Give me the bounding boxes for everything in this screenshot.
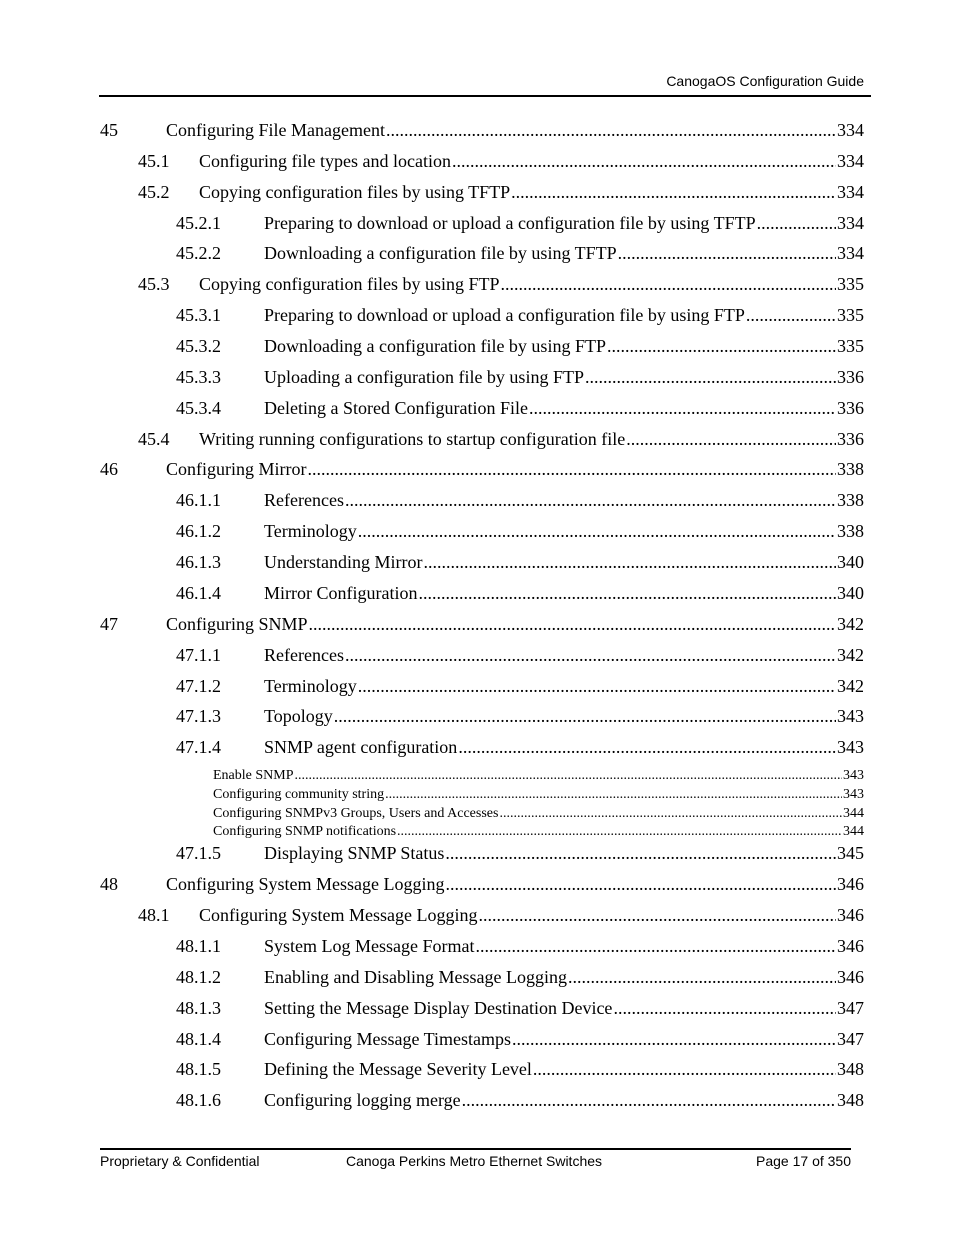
toc-entry-title: Configuring File Management: [166, 120, 385, 140]
toc-entry-title: Topology: [264, 706, 333, 726]
toc-entry-page: 346: [837, 936, 864, 956]
toc-entry-page: 342: [837, 645, 864, 665]
toc-entry-title: Configuring System Message Logging: [166, 874, 445, 894]
toc-entry-page: 344: [843, 824, 864, 839]
toc-entry[interactable]: [176, 551, 864, 573]
toc-entry-title: Mirror Configuration: [264, 583, 418, 603]
toc-entry-page: 334: [837, 243, 864, 263]
toc-dot-leader: [445, 873, 836, 895]
toc-entry-title: Configuring SNMP: [166, 614, 308, 634]
footer-rule: [100, 1148, 851, 1150]
toc-entry-number: 45.3.2: [176, 336, 221, 356]
toc-dot-leader: [613, 997, 836, 1019]
toc-entry[interactable]: [176, 736, 864, 758]
toc-entry-number: 45.3.4: [176, 398, 221, 418]
toc-dot-leader: [529, 397, 836, 419]
toc-entry[interactable]: [100, 458, 864, 480]
toc-entry-title: Uploading a configuration file by using FTP: [264, 367, 584, 387]
toc-entry[interactable]: [138, 904, 864, 926]
toc-entry-page: 338: [837, 490, 864, 510]
toc-dot-leader: [418, 582, 836, 604]
toc-entry-page: 334: [837, 151, 864, 171]
toc-dot-leader: [746, 304, 836, 326]
toc-entry[interactable]: [138, 181, 864, 203]
toc-entry[interactable]: [176, 966, 864, 988]
toc-dot-leader: [757, 212, 836, 234]
toc-entry-number: 45.3: [138, 274, 170, 294]
toc-entry-page: 348: [837, 1090, 864, 1110]
toc-dot-leader: [423, 551, 836, 573]
toc-entry[interactable]: [213, 806, 864, 822]
toc-entry[interactable]: [176, 935, 864, 957]
toc-entry-title: Enabling and Disabling Message Logging: [264, 967, 567, 987]
toc-dot-leader: [585, 366, 836, 388]
toc-entry-title: Configuring System Message Logging: [199, 905, 478, 925]
footer-left: Proprietary & Confidential: [100, 1153, 260, 1169]
toc-dot-leader: [618, 242, 836, 264]
toc-entry[interactable]: [176, 675, 864, 697]
toc-entry-number: 47: [100, 614, 118, 634]
toc-entry[interactable]: [176, 366, 864, 388]
toc-entry-page: 338: [837, 521, 864, 541]
toc-entry-page: 340: [837, 552, 864, 572]
toc-entry-title: Writing running configurations to startup configuration file: [199, 429, 626, 449]
toc-entry-title: Configuring file types and location: [199, 151, 451, 171]
toc-entry-title: References: [264, 645, 344, 665]
toc-entry-page: 344: [843, 806, 864, 821]
footer-right: Page 17 of 350: [756, 1153, 851, 1169]
toc-entry-title: Understanding Mirror: [264, 552, 423, 572]
toc-dot-leader: [397, 824, 842, 840]
toc-entry[interactable]: [176, 644, 864, 666]
footer-center: Canoga Perkins Metro Ethernet Switches: [346, 1153, 603, 1169]
toc-dot-leader: [345, 644, 836, 666]
toc-entry-page: 342: [837, 614, 864, 634]
toc-entry-title: Copying configuration files by using FTP: [199, 274, 500, 294]
toc-entry-number: 47.1.3: [176, 706, 221, 726]
toc-dot-leader: [358, 675, 836, 697]
toc-entry[interactable]: [100, 873, 864, 895]
toc-entry-number: 48.1.5: [176, 1059, 221, 1079]
toc-entry-page: 340: [837, 583, 864, 603]
toc-entry-number: 48.1.2: [176, 967, 221, 987]
toc-dot-leader: [445, 842, 836, 864]
toc-entry-number: 48.1.4: [176, 1029, 221, 1049]
toc-entry-title: Configuring Message Timestamps: [264, 1029, 512, 1049]
toc-entry-number: 45.3.1: [176, 305, 221, 325]
toc-entry[interactable]: [213, 787, 864, 803]
toc-entry-number: 45.2.2: [176, 243, 221, 263]
toc-entry-page: 335: [837, 336, 864, 356]
toc-entry-page: 335: [837, 274, 864, 294]
toc-entry-number: 45.2.1: [176, 213, 221, 233]
toc-entry-title: Deleting a Stored Configuration File: [264, 398, 528, 418]
toc-entry[interactable]: [176, 397, 864, 419]
toc-dot-leader: [501, 273, 837, 295]
toc-entry[interactable]: [176, 520, 864, 542]
toc-entry[interactable]: [176, 1058, 864, 1080]
page-header-title: CanogaOS Configuration Guide: [666, 73, 864, 89]
toc-entry-page: 336: [837, 398, 864, 418]
toc-entry-title: References: [264, 490, 344, 510]
toc-entry[interactable]: [176, 582, 864, 604]
toc-entry-page: 342: [837, 676, 864, 696]
toc-entry-number: 48.1: [138, 905, 170, 925]
toc-entry[interactable]: [176, 489, 864, 511]
toc-entry-title: Copying configuration files by using TFTP: [199, 182, 511, 202]
toc-entry-number: 46.1.3: [176, 552, 221, 572]
toc-dot-leader: [568, 966, 836, 988]
toc-dot-leader: [295, 768, 843, 784]
toc-dot-leader: [511, 181, 836, 203]
toc-dot-leader: [462, 1089, 836, 1111]
toc-entry[interactable]: [176, 1089, 864, 1111]
toc-entry[interactable]: [176, 705, 864, 727]
toc-entry[interactable]: [100, 613, 864, 635]
toc-dot-leader: [452, 150, 836, 172]
toc-entry-title: Configuring logging merge: [264, 1090, 461, 1110]
toc-dot-leader: [358, 520, 836, 542]
toc-dot-leader: [512, 1028, 836, 1050]
toc-entry-page: 336: [837, 429, 864, 449]
toc-entry-page: 334: [837, 120, 864, 140]
toc-entry-page: 338: [837, 459, 864, 479]
toc-entry-page: 335: [837, 305, 864, 325]
toc-dot-leader: [458, 736, 836, 758]
toc-entry-page: 347: [837, 998, 864, 1018]
toc-entry[interactable]: [213, 768, 864, 784]
toc-dot-leader: [475, 935, 836, 957]
toc-entry-title: Downloading a configuration file by using FTP: [264, 336, 606, 356]
toc-entry-title: Displaying SNMP Status: [264, 843, 445, 863]
toc-dot-leader: [309, 613, 836, 635]
toc-entry[interactable]: [176, 242, 864, 264]
toc-entry-number: 45.2: [138, 182, 170, 202]
toc-entry-page: 343: [843, 768, 864, 783]
toc-entry-number: 46: [100, 459, 118, 479]
toc-entry-page: 345: [837, 843, 864, 863]
toc-entry-number: 45: [100, 120, 118, 140]
toc-entry-number: 45.1: [138, 151, 170, 171]
toc-entry-page: 346: [837, 905, 864, 925]
toc-entry[interactable]: [176, 997, 864, 1019]
toc-dot-leader: [626, 428, 836, 450]
toc-entry-page: 346: [837, 967, 864, 987]
toc-dot-leader: [607, 335, 836, 357]
toc-entry-number: 48.1.1: [176, 936, 221, 956]
toc-dot-leader: [334, 705, 836, 727]
toc-entry-page: 343: [837, 737, 864, 757]
header-rule: [99, 95, 871, 97]
toc-entry-number: 45.4: [138, 429, 170, 449]
toc-entry-title: Configuring Mirror: [166, 459, 307, 479]
toc-entry-number: 47.1.2: [176, 676, 221, 696]
toc-entry-page: 336: [837, 367, 864, 387]
toc-entry-title: SNMP agent configuration: [264, 737, 458, 757]
toc-entry[interactable]: [176, 1028, 864, 1050]
toc-dot-leader: [385, 787, 842, 803]
toc-entry-number: 48.1.6: [176, 1090, 221, 1110]
toc-entry-page: 347: [837, 1029, 864, 1049]
toc-entry-number: 47.1.4: [176, 737, 221, 757]
toc-entry-number: 45.3.3: [176, 367, 221, 387]
toc-dot-leader: [533, 1058, 836, 1080]
toc-entry[interactable]: [138, 150, 864, 172]
toc-entry[interactable]: [100, 119, 864, 141]
toc-entry-number: 46.1.2: [176, 521, 221, 541]
toc-entry-title: Setting the Message Display Destination Device: [264, 998, 613, 1018]
toc-entry-title: Configuring community string: [213, 787, 385, 802]
toc-entry-title: Preparing to download or upload a configuration file by using TFTP: [264, 213, 756, 233]
toc-entry-title: Enable SNMP: [213, 768, 294, 783]
toc-entry-title: Configuring SNMP notifications: [213, 824, 397, 839]
toc-dot-leader: [499, 806, 842, 822]
toc-entry-page: 334: [837, 182, 864, 202]
toc-entry-number: 48: [100, 874, 118, 894]
toc-dot-leader: [478, 904, 836, 926]
toc-entry-number: 47.1.1: [176, 645, 221, 665]
toc-entry-title: Preparing to download or upload a configuration file by using FTP: [264, 305, 745, 325]
toc-entry-page: 343: [837, 706, 864, 726]
toc-entry[interactable]: [176, 842, 864, 864]
toc-entry[interactable]: [138, 428, 864, 450]
toc-entry[interactable]: [176, 304, 864, 326]
toc-entry-page: 348: [837, 1059, 864, 1079]
toc-entry-number: 48.1.3: [176, 998, 221, 1018]
toc-dot-leader: [345, 489, 836, 511]
toc-entry-title: Configuring SNMPv3 Groups, Users and Accesses: [213, 806, 499, 821]
toc-entry-title: Defining the Message Severity Level: [264, 1059, 532, 1079]
toc-entry-number: 46.1.1: [176, 490, 221, 510]
toc-entry[interactable]: [138, 273, 864, 295]
toc-entry-page: 343: [843, 787, 864, 802]
toc-entry[interactable]: [176, 212, 864, 234]
toc-dot-leader: [307, 458, 836, 480]
toc-entry-title: System Log Message Format: [264, 936, 475, 956]
toc-entry-title: Terminology: [264, 521, 357, 541]
toc-entry-title: Terminology: [264, 676, 357, 696]
toc-entry-title: Downloading a configuration file by using TFTP: [264, 243, 617, 263]
toc-dot-leader: [386, 119, 836, 141]
toc-entry[interactable]: [176, 335, 864, 357]
toc-entry-number: 47.1.5: [176, 843, 221, 863]
toc-entry[interactable]: [213, 824, 864, 840]
toc-entry-page: 334: [837, 213, 864, 233]
toc-entry-number: 46.1.4: [176, 583, 221, 603]
toc-entry-page: 346: [837, 874, 864, 894]
